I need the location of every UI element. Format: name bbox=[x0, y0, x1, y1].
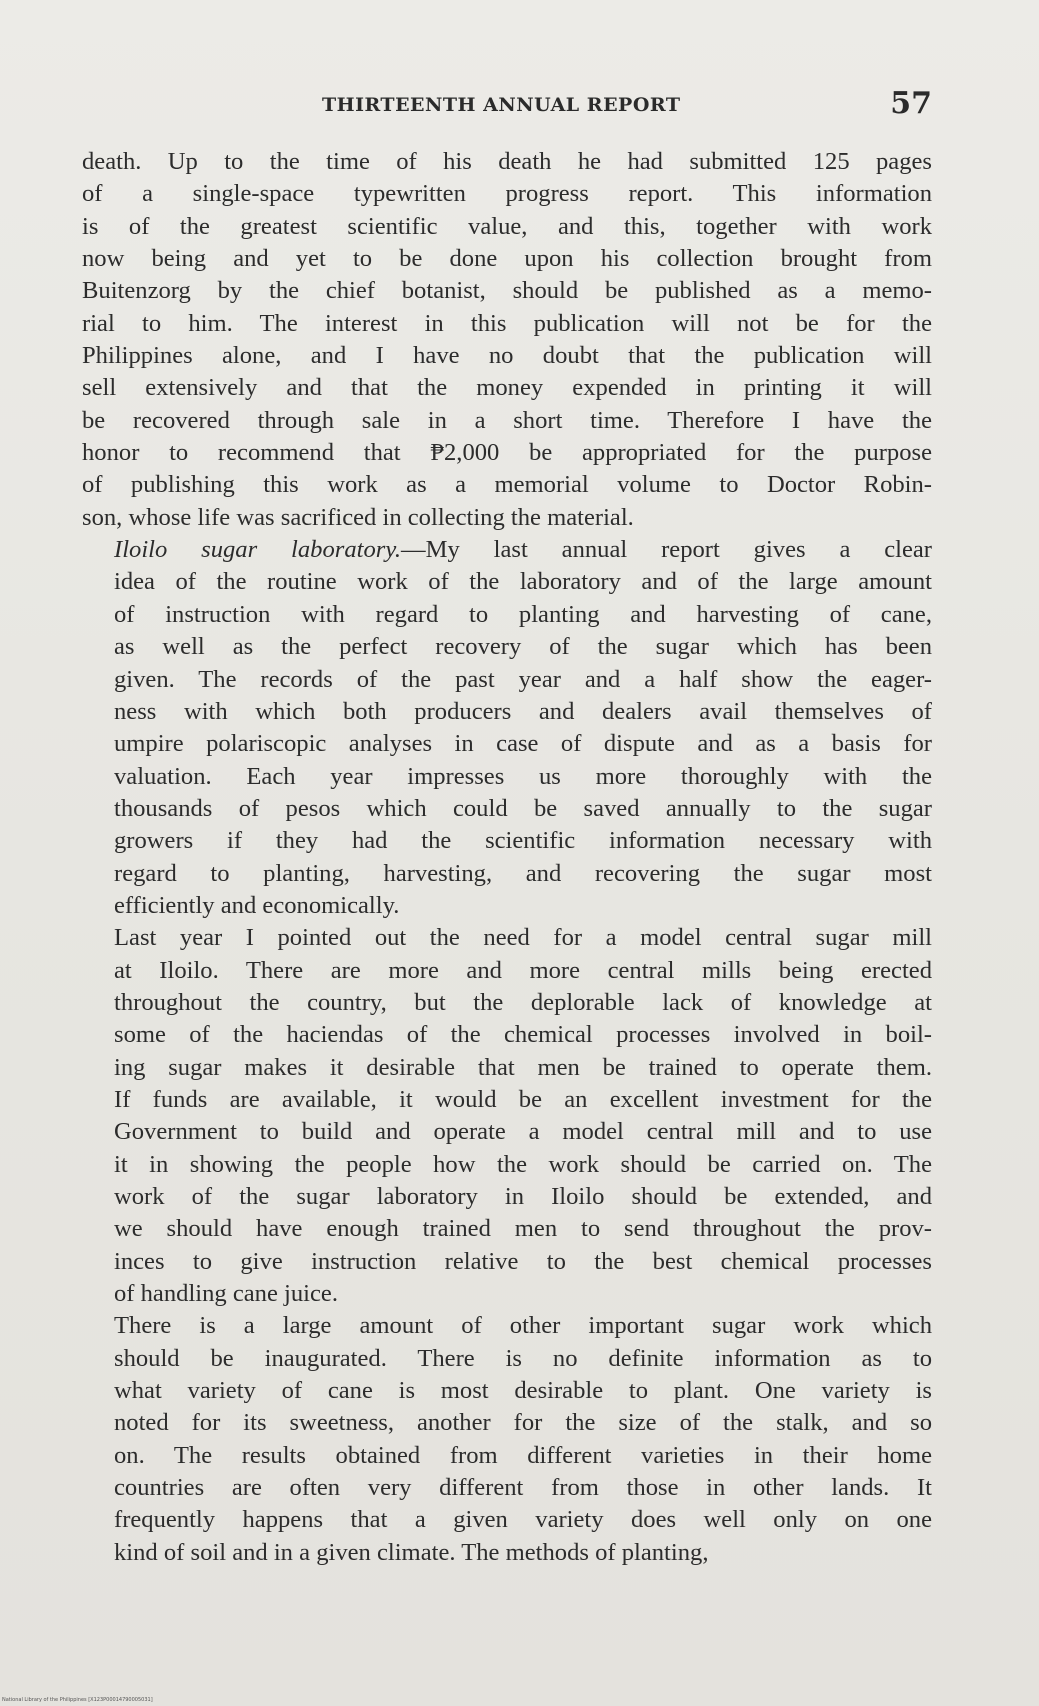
text-line: be recovered through sale in a short time. Therefore I have the bbox=[82, 406, 932, 434]
text-line: efficiently and economically. bbox=[114, 891, 400, 919]
body-text bbox=[82, 146, 932, 1569]
text-line: rial to him. The interest in this publication will not be for the bbox=[82, 309, 932, 337]
text-line: given. The records of the past year and a half show the eager- bbox=[114, 665, 932, 693]
text-line: umpire polariscopic analyses in case of dispute and as a basis for bbox=[114, 730, 932, 758]
text-line: son, whose life was sacrificed in collecting the material. bbox=[82, 503, 634, 531]
text-line: There is a large amount of other important sugar work which bbox=[114, 1312, 932, 1340]
section-heading: Iloilo sugar laboratory. bbox=[114, 536, 402, 564]
text-line-rest: —My last annual report gives a clear bbox=[401, 536, 932, 564]
text-line: throughout the country, but the deplorable lack of knowledge at bbox=[114, 988, 932, 1016]
text-line: as well as the perfect recovery of the sugar which has been bbox=[114, 633, 932, 661]
text-line: work of the sugar laboratory in Iloilo should be extended, and bbox=[114, 1183, 932, 1210]
text-line: countries are often very different from those in other lands. It bbox=[114, 1474, 932, 1502]
text-line: inces to give instruction relative to the best chemical processes bbox=[114, 1247, 932, 1275]
text-line: kind of soil and in a given climate. The methods of planting, bbox=[114, 1538, 709, 1566]
text-line: it in showing the people how the work should be carried on. The bbox=[114, 1150, 932, 1178]
text-line: Government to build and operate a model central mill and to use bbox=[114, 1118, 932, 1146]
paragraph bbox=[82, 922, 932, 1310]
running-head bbox=[82, 86, 932, 126]
text-line: frequently happens that a given variety does well only on one bbox=[114, 1506, 932, 1534]
text-line: what variety of cane is most desirable to plant. One variety is bbox=[114, 1377, 932, 1405]
paragraph bbox=[82, 534, 932, 922]
text-line: on. The results obtained from different varieties in their home bbox=[114, 1441, 932, 1469]
text-line: should be inaugurated. There is no definite information as to bbox=[114, 1344, 932, 1372]
text-line: of instruction with regard to planting and harvesting of cane, bbox=[114, 600, 932, 628]
text-line: is of the greatest scientific value, and this, together with work bbox=[82, 212, 932, 240]
paragraph bbox=[82, 146, 932, 534]
text-line: regard to planting, harvesting, and recovering the sugar most bbox=[114, 859, 932, 887]
text-line: of a single-space typewritten progress report. This information bbox=[82, 180, 932, 208]
text-line: idea of the routine work of the laboratory and of the large amount bbox=[114, 568, 932, 596]
text-line: of handling cane juice. bbox=[114, 1280, 338, 1308]
text-line: noted for its sweetness, another for the size of the stalk, and so bbox=[114, 1409, 932, 1437]
text-line: ing sugar makes it desirable that men be trained to operate them. bbox=[114, 1053, 932, 1081]
text-line: ness with which both producers and dealers avail themselves of bbox=[114, 697, 932, 725]
text-line: Last year I pointed out the need for a model central sugar mill bbox=[114, 924, 932, 952]
text-line: honor to recommend that ₱2,000 be appropriated for the purpose bbox=[82, 439, 932, 467]
text-line: of publishing this work as a memorial volume to Doctor Robin- bbox=[82, 471, 932, 499]
text-line bbox=[82, 534, 932, 566]
text-line: valuation. Each year impresses us more thoroughly with the bbox=[114, 762, 932, 790]
text-line: some of the haciendas of the chemical processes involved in boil- bbox=[114, 1021, 932, 1049]
text-line: growers if they had the scientific information necessary with bbox=[114, 827, 932, 855]
footer-credit: National Library of the Philippines [X123P00014790005031] bbox=[2, 1697, 153, 1703]
text-line: If funds are available, it would be an excellent investment for the bbox=[114, 1085, 932, 1113]
page-number: 57 bbox=[890, 86, 932, 121]
text-line: at Iloilo. There are more and more central mills being erected bbox=[114, 956, 932, 984]
text-line: thousands of pesos which could be saved annually to the sugar bbox=[114, 794, 932, 822]
text-line: Buitenzorg by the chief botanist, should be published as a memo- bbox=[82, 277, 932, 305]
text-line: Philippines alone, and I have no doubt that the publication will bbox=[82, 342, 932, 370]
text-line: we should have enough trained men to send throughout the prov- bbox=[114, 1215, 932, 1243]
running-title: THIRTEENTH ANNUAL REPORT bbox=[322, 94, 681, 116]
text-line: sell extensively and that the money expended in printing it will bbox=[82, 374, 932, 402]
text-line: death. Up to the time of his death he had submitted 125 pages bbox=[82, 148, 932, 175]
text-line: now being and yet to be done upon his collection brought from bbox=[82, 245, 932, 273]
paragraph bbox=[82, 1310, 932, 1569]
